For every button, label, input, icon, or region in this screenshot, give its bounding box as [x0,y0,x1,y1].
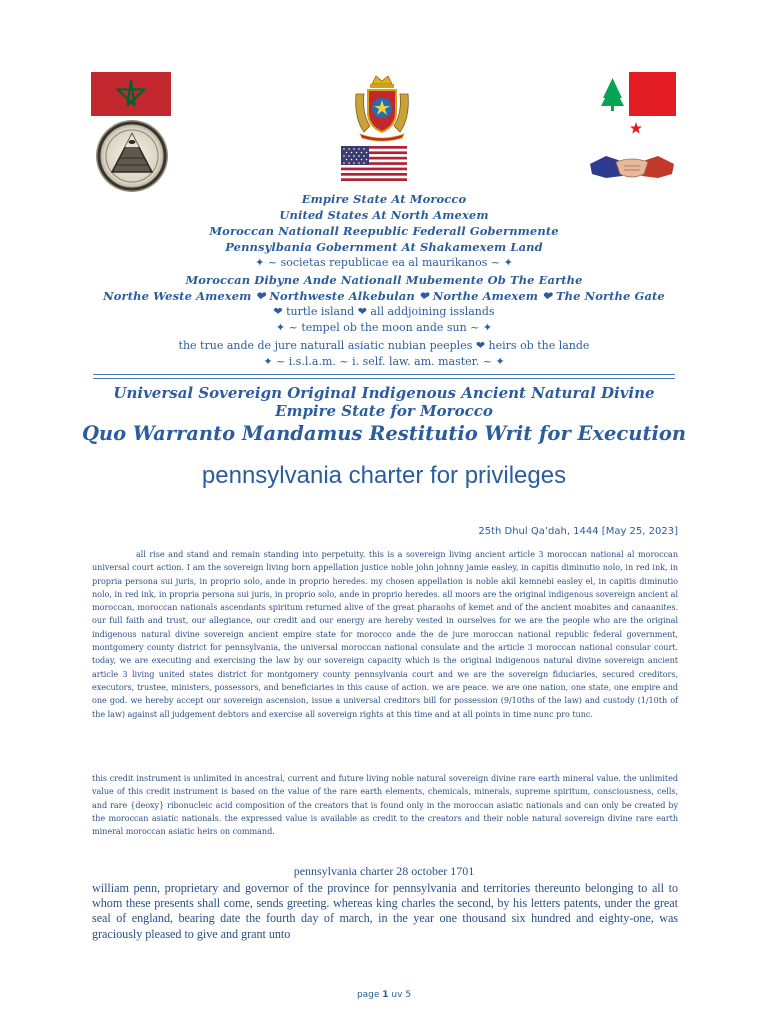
header-line-11: ✦ ~ i.s.l.a.m. ~ i. self. law. am. master. ~ ✦ [263,355,505,368]
footer-prefix: page [356,990,383,1000]
page-number: 1 [382,990,389,1000]
title-line-1a: Universal Sovereign Original Indigenous Ancient Natural Divine [113,384,655,402]
charter-body: william penn, proprietary and governor of the province for pennsylvania and territories thereunto belonging to all to whom these presents shall come, sends greeting. whereas king charles the second, by his letters patents, under the great seal of england, bearing date the fourth day of march, in the year one thousand six hundred and eighty-one, was graciously pleased to give and grant unto [92,881,678,941]
header-line-9: ✦ ~ tempel ob the moon ande sun ~ ✦ [275,321,493,334]
royal-crest-icon [350,74,414,142]
header-line-6: Moroccan Dibyne Ande Nationall Mubemente Ob The Earthe [185,273,583,287]
paragraph-credit-instrument: this credit instrument is unlimited in ancestral, current and future living noble natural sovereign divine rare earth mineral value. the unlimited value of this credit instrument is based on the value of the rare earth elements, chemicals, minerals, supreme spiritum, consciousness, cells, and rare {deoxy} ribonucleic acid composition of the creators that is found only in the moroccan asiatic nationals and can only be created by the moroccan asiatic nationals. the expressed value is available as credit to the creators and their noble natural sovereign divine rare earth mineral moroccan asiatic heirs on command. [92,773,678,837]
header-line-1: Empire State At Morocco [301,192,467,206]
page-footer [0,990,768,1000]
handshake-icon [588,150,676,184]
header-line-2: United States At North Amexem [279,208,489,222]
footer-suffix: uv 5 [388,990,412,1000]
document-date: 25th Dhul Qa’dah, 1444 [May 25, 2023] [478,526,678,537]
title-writ: Quo Warranto Mandamus Restitutio Writ for Execution [81,422,687,445]
header-line-7: Northe Weste Amexem ❤ Northweste Alkebulan ❤ Northe Amexem ❤ The Northe Gate [103,289,665,303]
us-flag-icon [341,146,407,181]
header-line-10: the true ande de jure naturall asiatic nubian peeples ❤ heirs ob the lande [178,339,590,352]
header-line-3: Moroccan Nationall Reepublic Federall Gobernmente [209,224,559,238]
lebanon-flag-icon [596,72,676,116]
illuminati-seal-icon [96,120,168,192]
charter-heading: pennsylvania charter 28 october 1701 [293,864,475,878]
title-line-1b: Empire State for Morocco [275,402,493,420]
header-line-5: ✦ ~ societas republicae ea al maurikanos ~ ✦ [255,256,513,269]
morocco-flag-icon [91,72,171,116]
divider-top [93,374,675,375]
header-line-8: ❤ turtle island ❤ all addjoining isslands [273,305,495,318]
divider-bottom [93,378,675,379]
header-line-4: Pennsylbania Gobernment At Shakamexem Land [225,240,543,254]
title-charter: pennsylvania charter for privileges [201,462,567,489]
paragraph-declaration: all rise and stand and remain standing into perpetuity. this is a sovereign living ancient article 3 moroccan national al moroccan universal court action. I am the sovereign living born appellation justice noble john johnny jamie easley, in capitis diminutio nolo, in red ink, in propria persona sui juris, in proprio solo, ande in proprio heredes. my chosen appellation is noble akil kemnebi easley el, in capitis diminutio nolo, in red ink, in propria persona sui juris, in proprio solo, ande in proprio heredes. all moors are the original indigenous sovereign ancient al moroccan, moroccan nationals ascendants spiritum returned alive of the great pharaohs of kemet and of the ancient moabites and canaanites. our full faith and trust, our allegiance, our credit and our energy are hereby vested in ourselves for we are the people who are the original indigenous natural divine sovereign ancient empire state for morocco ande the de jure moroccan national republic federal government, montgomery county district for pennsylvania, the universal moroccan national consulate and the article 3 moroccan national consular court. today, we are executing and exercising the law by our sovereign capacity which is the original indigenous natural divine sovereign ancient article 3 living united states district for montgomery county pennsylvania court and we are the sovereign fiduciaries, secured creditors, executors, trustee, ministers, possessors, and beneficiaries in this cause of action. we are peace. we are one nation, one state, one empire and one god. we hereby accept our sovereign ascension, issue a universal creditors bill for possession (9/10ths of the law) and custody (1/10th of the law) against all judgement debtors and exercise all sovereign rights at this time and at all points in time nunc pro tunc. [92,549,678,719]
